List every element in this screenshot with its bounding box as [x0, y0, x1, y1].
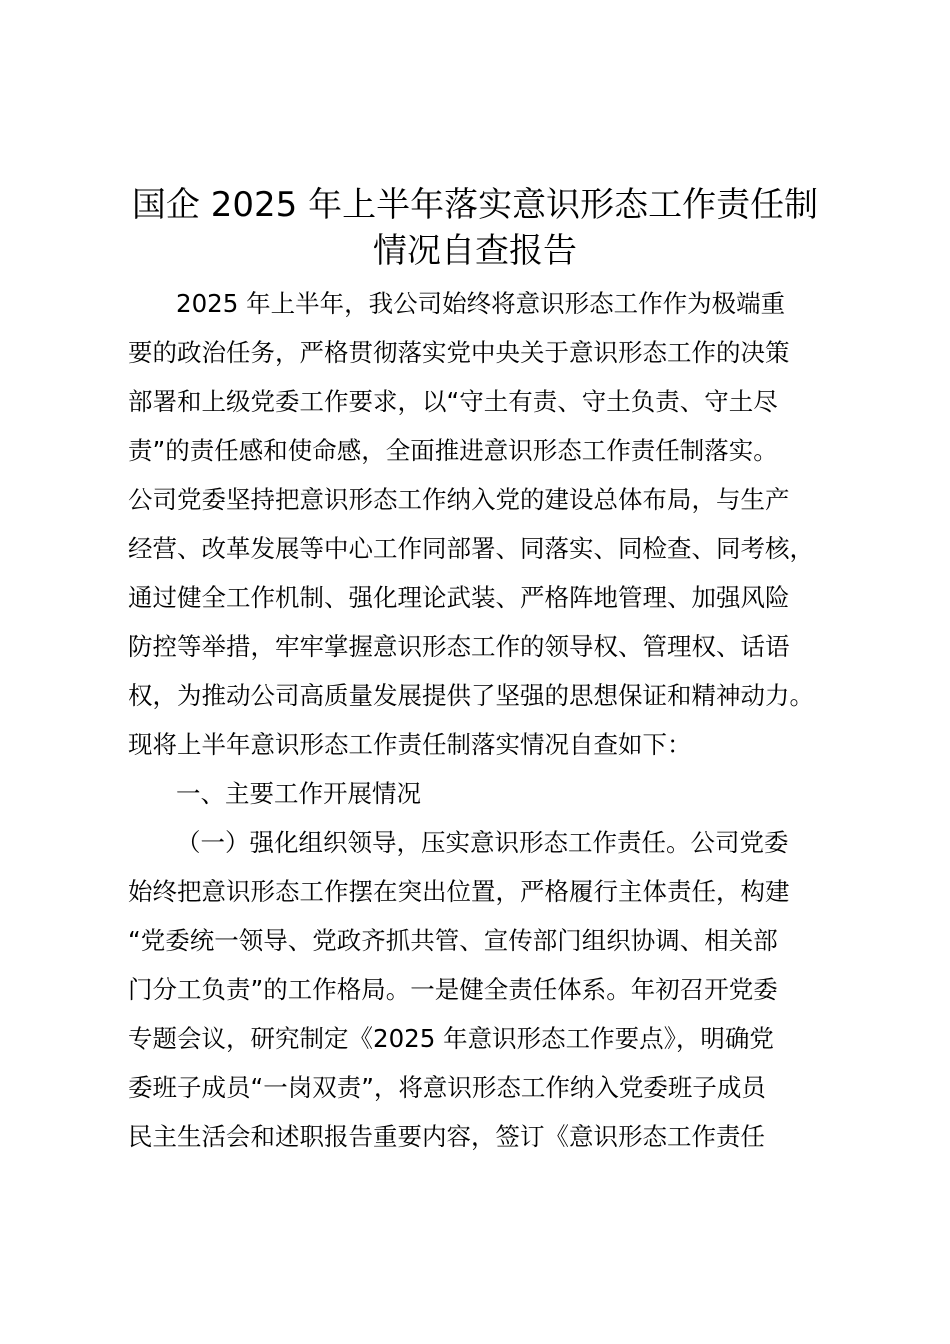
body-line-8: 防控等举措，牢牢掌握意识形态工作的领导权、管理权、话语 [128, 632, 790, 661]
body-line-1: 2025 年上半年，我公司始终将意识形态工作作为极端重 [176, 289, 786, 318]
body-line-7: 通过健全工作机制、强化理论武装、严格阵地管理、加强风险 [128, 583, 790, 612]
body-line-3: 部署和上级党委工作要求，以“守土有责、守土负责、守土尽 [128, 387, 778, 416]
body-line-10: 现将上半年意识形态工作责任制落实情况自查如下： [128, 730, 692, 759]
body-line-5: 公司党委坚持把意识形态工作纳入党的建设总体布局，与生产 [128, 485, 790, 514]
body-line-2: 要的政治任务，严格贯彻落实党中央关于意识形态工作的决策 [128, 338, 790, 367]
body-line-12: （一）强化组织领导，压实意识形态工作责任。公司党委 [176, 828, 789, 857]
body-line-4: 责”的责任感和使命感，全面推进意识形态工作责任制落实。 [128, 436, 778, 465]
body-line-17: 委班子成员“一岗双责”，将意识形态工作纳入党委班子成员 [128, 1073, 766, 1102]
body-line-9: 权，为推动公司高质量发展提供了坚强的思想保证和精神动力。 [128, 681, 814, 710]
section-heading: 一、主要工作开展情况 [176, 779, 421, 808]
document-title-line-1: 国企 2025 年上半年落实意识形态工作责任制 [131, 185, 819, 225]
body-line-15: 门分工负责”的工作格局。一是健全责任体系。年初召开党委 [128, 975, 778, 1004]
body-line-16: 专题会议，研究制定《2025 年意识形态工作要点》，明确党 [128, 1024, 774, 1053]
document-title-line-2: 情况自查报告 [373, 231, 577, 271]
body-line-14: “党委统一领导、党政齐抓共管、宣传部门组织协调、相关部 [128, 926, 778, 955]
body-line-18: 民主生活会和述职报告重要内容，签订《意识形态工作责任 [128, 1122, 765, 1151]
body-line-6: 经营、改革发展等中心工作同部署、同落实、同检查、同考核， [128, 534, 814, 563]
body-line-13: 始终把意识形态工作摆在突出位置，严格履行主体责任，构建 [128, 877, 790, 906]
